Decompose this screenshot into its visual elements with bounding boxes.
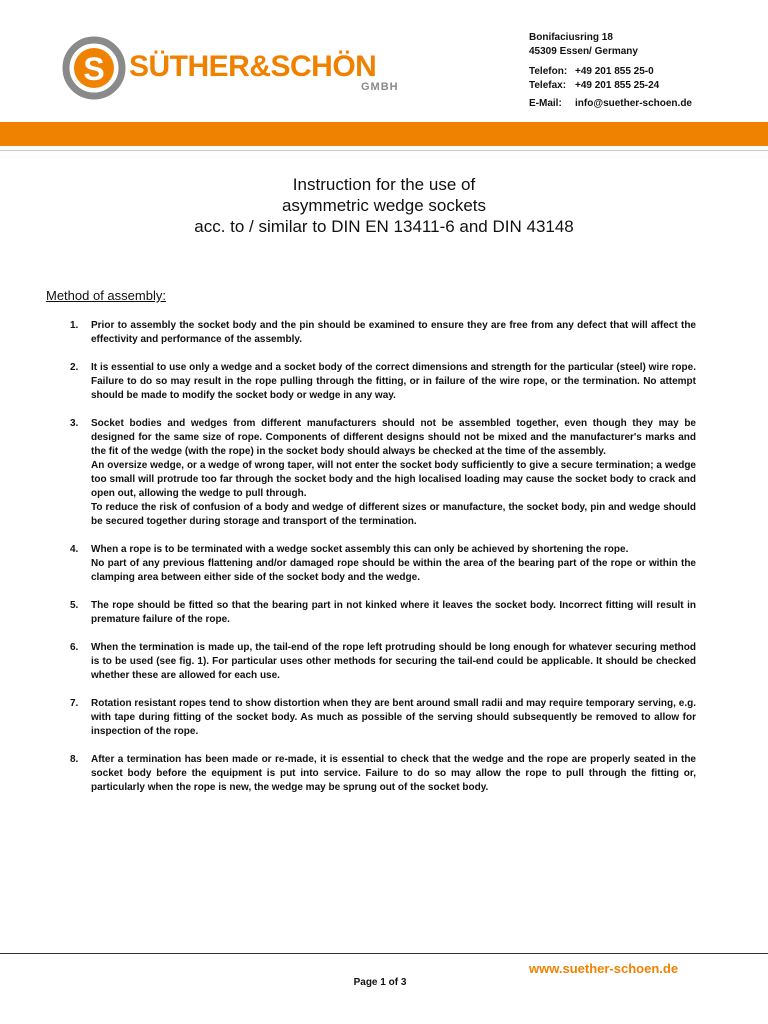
list-item-paragraph: It is essential to use only a wedge and a socket body of the correct dimensions and strength for the particular (steel) wire rope. Failure to do so may result in the rope pulling through the fitting, or in failure of the wire rope, or the termination. No attempt should be made to modify the socket body or wedge in any way. — [91, 362, 696, 401]
contact-email-row — [529, 97, 692, 111]
footer-website-link[interactable]: www.suether-schoen.de — [529, 961, 679, 976]
list-item-text — [91, 543, 696, 585]
list-item-number: 7. — [70, 698, 79, 709]
list-item-paragraph: To reduce the risk of confusion of a body and wedge of different sizes or manufacture, the socket body, pin and wedge should be secured together during storage and transport of the termination. — [91, 502, 696, 527]
email-label: E-Mail: — [529, 98, 562, 109]
instruction-list — [62, 319, 696, 809]
list-item — [62, 599, 696, 627]
fax-value: +49 201 855 25-24 — [575, 80, 660, 91]
list-item-number: 6. — [70, 642, 79, 653]
contact-city: 45309 Essen/ Germany — [529, 46, 638, 57]
title-line-3: acc. to / similar to DIN EN 13411-6 and DIN 43148 — [194, 217, 574, 236]
contact-fax-row — [529, 79, 692, 93]
list-item — [62, 753, 696, 795]
list-item-paragraph: Rotation resistant ropes tend to show distortion when they are bent around small radii and may require temporary serving, e.g. with tape during fitting of the socket body. As much as possible of the serving should subsequently be removed to allow for inspection of the rope. — [91, 698, 696, 737]
list-item-paragraph: The rope should be fitted so that the bearing part in not kinked where it leaves the socket body. Incorrect fitting will result in premature failure of the rope. — [91, 600, 696, 625]
section-heading: Method of assembly: — [46, 288, 166, 303]
list-item-text — [91, 361, 696, 403]
title-line-2: asymmetric wedge sockets — [281, 196, 487, 215]
footer-divider — [0, 953, 768, 954]
list-item-paragraph: Prior to assembly the socket body and the pin should be examined to ensure they are free from any defect that will affect the effectivity and performance of the assembly. — [91, 320, 696, 345]
list-item-paragraph: No part of any previous flattening and/or damaged rope should be within the area of the bearing part of the rope or within the clamping area between either side of the socket body and the wedge. — [91, 558, 696, 583]
list-item-text — [91, 753, 696, 795]
list-item-text — [91, 641, 696, 683]
list-item-text — [91, 697, 696, 739]
list-item-text — [91, 417, 696, 529]
list-item — [62, 697, 696, 739]
fax-label: Telefax: — [529, 80, 567, 91]
list-item — [62, 319, 696, 347]
list-item — [62, 417, 696, 529]
list-item-paragraph: Socket bodies and wedges from different manufacturers should not be assembled together, even though they may be designed for the same size of rope. Components of different designs should not be mixed and the manufacturer's marks and the fit of the wedge (with the rope) in the socket body should always be checked at the time of the assembly. — [91, 418, 696, 457]
document-title — [0, 174, 768, 237]
list-item-number: 2. — [70, 362, 79, 373]
list-item — [62, 543, 696, 585]
list-item-number: 1. — [70, 320, 79, 331]
list-item-text — [91, 599, 696, 627]
company-suffix: GMBH — [361, 81, 399, 93]
logo-emblem-letter: S — [83, 51, 105, 87]
phone-value: +49 201 855 25-0 — [575, 66, 654, 77]
list-item-number: 5. — [70, 600, 79, 611]
list-item-paragraph: An oversize wedge, or a wedge of wrong taper, will not enter the socket body sufficiently to give a secure termination; a wedge too small will protrude too far through the socket body and the high localised loading may cause the socket body to crack and open out, allowing the wedge to pull through. — [91, 460, 696, 499]
contact-street: Bonifaciusring 18 — [529, 32, 613, 43]
email-value[interactable]: info@suether-schoen.de — [575, 98, 692, 109]
header-divider — [0, 150, 768, 151]
contact-phone-row — [529, 65, 692, 79]
list-item-paragraph: After a termination has been made or re-made, it is essential to check that the wedge and the rope are properly seated in the socket body before the equipment is put into service. Failure to do so may allow the rope to pull through the fitting or, particularly when the rope is new, the wedge may be sprung out of the socket body. — [91, 754, 696, 793]
phone-label: Telefon: — [529, 66, 568, 77]
list-item-number: 3. — [70, 418, 79, 429]
list-item-number: 4. — [70, 544, 79, 555]
list-item-text — [91, 319, 696, 347]
list-item-number: 8. — [70, 754, 79, 765]
list-item — [62, 641, 696, 683]
contact-block — [529, 31, 692, 111]
list-item-paragraph: When the termination is made up, the tail-end of the rope left protruding should be long enough for whatever securing method is to be used (see fig. 1). For particular uses other methods for securing the tail-end could be applicable. It should be checked whether these are allowed for each use. — [91, 642, 696, 681]
header-orange-band — [0, 122, 768, 146]
list-item — [62, 361, 696, 403]
title-line-1: Instruction for the use of — [292, 175, 476, 194]
company-name: SÜTHER&SCHÖN — [129, 50, 377, 83]
page-number: Page 1 of 3 — [353, 977, 407, 988]
list-item-paragraph: When a rope is to be terminated with a wedge socket assembly this can only be achieved by shortening the rope. — [91, 544, 629, 555]
